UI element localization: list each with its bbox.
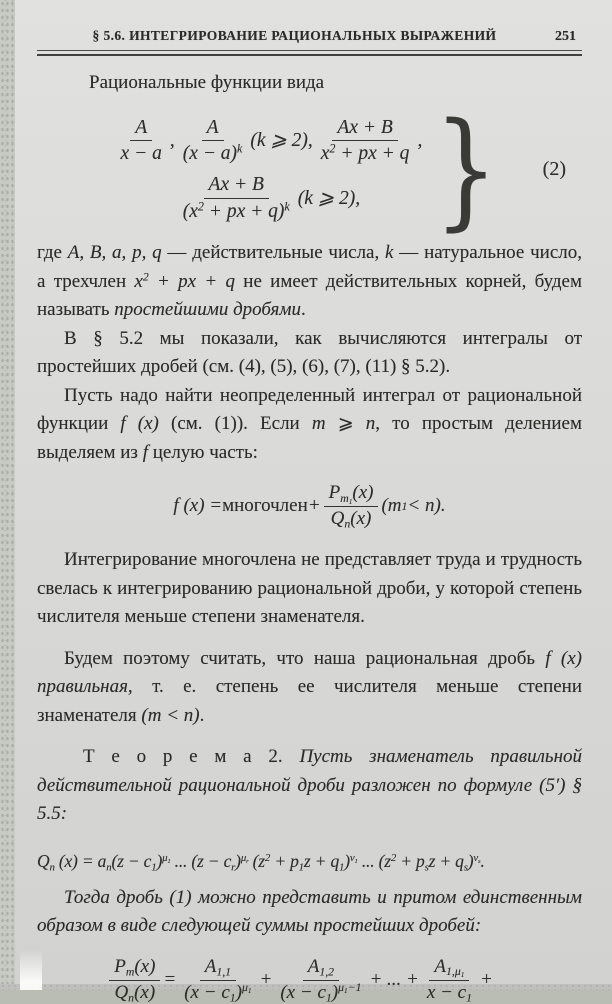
italic-text: f (x) правильная,	[37, 647, 582, 697]
fraction-numerator: $P_{m_1}(x)$	[324, 482, 379, 507]
math-fraction	[179, 956, 256, 1004]
math-fraction	[422, 956, 477, 1004]
fraction-numerator: Ax + B	[332, 116, 397, 141]
math-subscript: s	[478, 857, 481, 865]
math-fraction	[178, 116, 248, 166]
display-formula-partial-fractions: $\frac{P_m(x)}{Q_n(x)}$ = $\frac{A_{1,1}}{(x - c_1)^{\mu_1}}$ + $\frac{A_{1,2}}{(x - c_1)^{\mu_1-1}}$ + ... + $\frac{A_{1,\mu_1}}{x - c_1}$ +	[37, 956, 562, 1004]
roman-text: многочлен	[222, 495, 308, 517]
math-subscript: n	[106, 860, 112, 873]
fraction-denominator: $x - c_1$	[426, 981, 472, 1004]
math-superscript: νs	[473, 851, 481, 865]
math-superscript: 2	[390, 851, 397, 864]
math-subscript: 1	[339, 860, 345, 873]
running-header-title: § 5.6. ИНТЕГРИРОВАНИЕ РАЦИОНАЛЬНЫХ ВЫРАЖЕНИЙ	[92, 28, 497, 43]
formula-2-row-1: $\frac{A}{x - a}$ , $\frac{A}{(x - a)^k}$ (k ⩾ 2), $\frac{Ax + B}{x^2 + px + q}$ ,	[113, 116, 423, 166]
paragraph-lead: Рациональные функции вида	[89, 72, 325, 93]
paragraph-definition: где A, B, a, p, q — действительные числа, k — натуральное число, а трехчлен $x^2$ + px + q не имеет действительных корней, будем называть простейшими дробями.	[37, 242, 583, 321]
math-subscript: 1	[298, 860, 304, 873]
formula-2-rows	[113, 116, 423, 224]
math-subscript: 1,1	[216, 965, 232, 979]
fraction-numerator: Ax + B	[204, 173, 269, 198]
math-subscript: 1	[466, 991, 472, 1004]
fraction-numerator: $A_{1,\mu_1}$	[429, 956, 469, 981]
math-subscript: 1	[344, 986, 348, 996]
fraction-denominator: $x^2$ + px + q	[320, 141, 410, 165]
fraction-numerator: A	[202, 116, 224, 141]
math-subscript: 1	[167, 857, 171, 865]
math-fraction	[116, 116, 167, 166]
formula-2-brace: }	[434, 95, 499, 243]
fraction-denominator: x − a	[120, 143, 162, 165]
math-superscript: μ1−1	[338, 981, 362, 996]
fraction-denominator: $(x - c_1)^{\mu_1}$	[184, 981, 252, 1004]
italic-text: Тогда дробь (1) можно представить и притом единственным образом в виде следующей суммы простейших дробей:	[37, 886, 582, 937]
italic-text: k	[385, 242, 394, 264]
math-superscript: μ1	[162, 851, 171, 865]
header-rule	[37, 50, 582, 56]
fraction-numerator: $P_m(x)$	[109, 956, 160, 981]
math-subscript: 1	[348, 497, 353, 507]
italic-text: f (x)	[120, 413, 159, 435]
math-subscript: r	[246, 857, 249, 865]
fraction-denominator: ($x^2$ + px + q)$^k$	[182, 199, 290, 222]
math-superscript: μ1	[241, 981, 252, 996]
paragraph-reference: В § 5.2 мы показали, как вычисляются интегралы от простейших дробей (см. (4), (5), (6), (7), (11) § 5.2).	[37, 327, 582, 378]
page-number: 251	[555, 29, 576, 44]
formula-2-label: (2)	[542, 158, 566, 181]
fraction-denominator: $(x - a)^k$	[182, 141, 243, 165]
display-formula-2	[67, 95, 566, 243]
math-superscript: 2	[264, 851, 271, 864]
italic-text: f	[142, 441, 148, 463]
math-fraction	[324, 482, 379, 531]
math-subscript: n	[49, 860, 55, 873]
page-left-edge-texture	[0, 0, 15, 990]
math-subscript: s	[424, 860, 429, 873]
math-superscript: ν1	[349, 851, 358, 865]
display-formula-division: f (x) = многочлен + $\frac{P_{m_1}(x)}{Q_n(x)}$ (m 1 < n).	[173, 482, 446, 531]
math-subscript: m1	[340, 491, 353, 507]
display-formula-denominator-factorization: $Q_n$ $(x) = a_n(z - c_1)^{\mu_1}$ ... $(z - c_r)^{\mu_r}$ $(z^2 + p_1z + q_1)^{\nu_1}$ ... $(z^2 + p_sz + q_s)^{\nu_s}$.	[37, 850, 485, 873]
italic-text: n	[365, 413, 376, 435]
math-subscript: s	[463, 860, 468, 873]
math-subscript: 1,2	[319, 965, 335, 979]
paragraph-theorem-conclusion	[37, 884, 582, 941]
fraction-denominator: $Q_n(x)$	[114, 981, 156, 1004]
math-subscript: 1,μ1	[446, 965, 465, 980]
math-fraction	[316, 116, 415, 166]
math-superscript: 2	[197, 199, 204, 214]
math-subscript: 1	[460, 970, 465, 980]
paragraph-integration-note: Интегрирование многочлена не представляет труда и трудность свелась к интегрированию рациональной дроби, у которой степень числителя меньше степени знаменателя.	[37, 549, 582, 627]
italic-text: простейшими дробями	[114, 299, 301, 321]
formula-2-row-2: $\frac{Ax + B}{(x^2 + px + q)^k}$ (k ⩾ 2),	[175, 173, 360, 223]
math-subscript: 1	[229, 991, 236, 1004]
math-superscript: 2	[142, 270, 149, 284]
paragraph-proper-fraction: Будем поэтому считать, что наша рациональная дробь f (x) правильная, т. е. степень ее числителя меньше степени знаменателя (m < n).	[37, 647, 582, 726]
math-subscript: 1	[354, 857, 358, 865]
italic-text: Пусть знаменатель правильной действительной рациональной дроби разложен по формуле (5′) § 5.5:	[37, 746, 582, 824]
page-content	[37, 26, 582, 1004]
math-fraction	[109, 956, 160, 1004]
math-fraction	[178, 173, 295, 223]
italic-text: m	[311, 413, 326, 435]
math-subscript: 1	[325, 991, 332, 1004]
fraction-denominator: $(x - c_1)^{\mu_1-1}$	[280, 981, 362, 1004]
fraction-numerator: $A_{1,2}$	[303, 956, 339, 981]
math-superscript: k	[284, 199, 290, 214]
math-fraction	[275, 956, 366, 1004]
math-subscript: 1	[151, 860, 157, 873]
fraction-denominator: $Q_n(x)$	[330, 508, 372, 531]
paragraph-theorem-2: Т е о р е м а 2. Пусть знаменатель правильной действительной рациональной дроби разложен по формуле (5′) § 5.5:	[37, 746, 582, 824]
running-header	[37, 26, 582, 48]
italic-text: (m < n)	[141, 704, 200, 726]
math-subscript: r	[231, 860, 236, 873]
math-subscript: n	[128, 991, 135, 1004]
math-subscript: n	[344, 517, 351, 531]
italic-text: A, B, a, p, q	[67, 242, 162, 264]
fraction-numerator: $A_{1,1}$	[200, 956, 236, 981]
fraction-numerator: A	[130, 116, 152, 141]
math-superscript: 2	[329, 141, 336, 156]
math-subscript: m	[125, 965, 135, 979]
paragraph-integral-setup: Пусть надо найти неопределенный интеграл от рациональной функции f (x) (см. (1)). Если m ⩾ n, то простым делением выделяем из f целую часть:	[37, 384, 582, 463]
math-superscript: k	[237, 141, 243, 156]
math-superscript: μr	[240, 851, 249, 865]
math-subscript: 1	[247, 986, 252, 996]
italic-text: $x^2$ + px + q	[134, 270, 235, 292]
